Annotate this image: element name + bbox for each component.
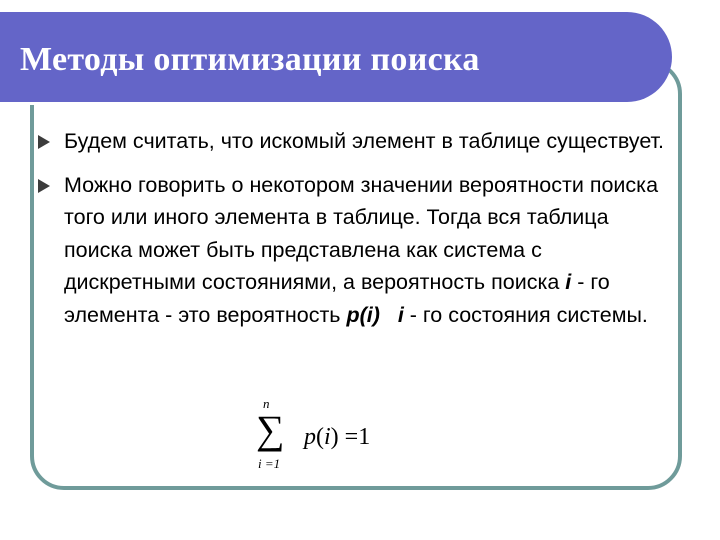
formula-close-paren: ): [330, 424, 339, 450]
slide-title: Методы оптимизации поиска: [20, 41, 480, 78]
sum-lower-limit: i =1: [258, 456, 281, 471]
triangle-bullet-icon: [38, 135, 50, 149]
bullet-text: Будем считать, что искомый элемент в таблице существует.: [64, 129, 664, 153]
formula-equals: =1: [338, 424, 371, 450]
sum-formula: [256, 396, 426, 486]
formula-func: p: [304, 424, 316, 450]
bullet-item: [36, 169, 676, 332]
bullet-text-end: - го состояния системы.: [403, 302, 648, 327]
formula-expression: [304, 422, 370, 452]
formula-arg: i: [324, 424, 331, 450]
triangle-bullet-icon: [38, 179, 50, 193]
formula-open-paren: (: [316, 424, 324, 450]
bullet-text-mid: - го элемента - это вероятность: [64, 270, 610, 327]
sum-upper-limit: n: [263, 396, 270, 411]
index-i: i: [565, 270, 572, 294]
title-underline: [0, 102, 638, 105]
sigma-symbol: ∑: [256, 407, 285, 452]
bullet-item: [36, 125, 676, 158]
probability-pi: p(i): [346, 302, 380, 327]
spacer: [380, 303, 398, 327]
bullet-text-start: Можно говорить о некотором значении вероятности поиска того или иного элемента в таблице. Тогда вся таблица поиска может быть представлена как система с дискретными состояниями, а вероятность поиска: [64, 172, 659, 294]
slide-content: [36, 125, 676, 342]
index-i: i: [397, 302, 404, 327]
